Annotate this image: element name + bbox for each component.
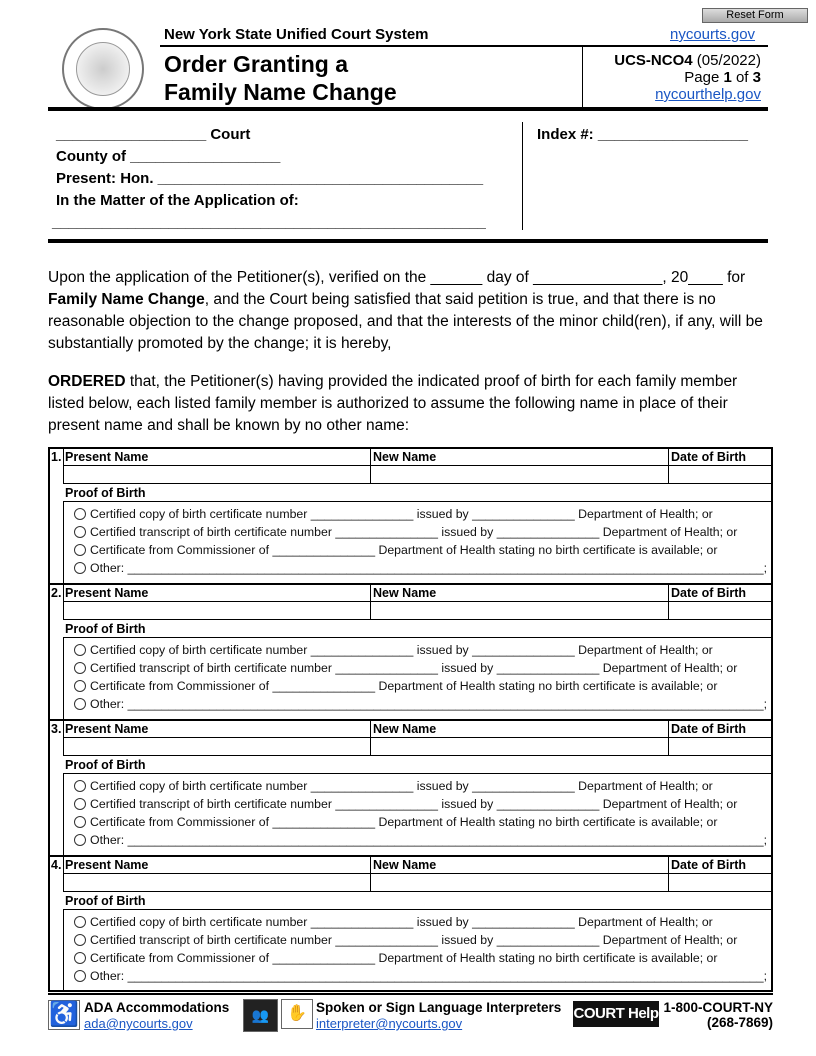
proof-option[interactable]	[74, 543, 717, 557]
proof-option-label: Certified transcript of birth certificate number _______________ issued by _______________ Department of Health; or	[90, 797, 738, 811]
family-member-entry	[48, 447, 773, 583]
proof-option[interactable]	[74, 815, 717, 829]
present-name-input[interactable]	[64, 602, 369, 619]
radio-button[interactable]	[74, 526, 86, 538]
proof-option-label: Certified copy of birth certificate number _______________ issued by _______________ Department of Health; or	[90, 643, 713, 657]
proof-option-label: Other: _____________________________________________________________________________________________;	[90, 833, 768, 847]
radio-button[interactable]	[74, 698, 86, 710]
nycourthelp-link[interactable]: nycourthelp.gov	[655, 86, 761, 103]
present-name-input[interactable]	[64, 874, 369, 891]
matter-label: In the Matter of the Application of:	[56, 192, 299, 209]
divider	[522, 122, 523, 230]
reset-form-button[interactable]: Reset Form	[702, 8, 808, 23]
proof-of-birth-label: Proof of Birth	[65, 894, 146, 908]
entry-number: 2.	[51, 586, 62, 600]
radio-button[interactable]	[74, 834, 86, 846]
form-title	[164, 50, 397, 106]
divider	[48, 239, 768, 243]
proof-option[interactable]	[74, 951, 717, 965]
court-field[interactable]: __________________ Court	[56, 126, 251, 143]
ada-label: ADA Accommodations	[84, 1000, 230, 1015]
dob-header: Date of Birth	[671, 450, 746, 464]
proof-option-label: Certified transcript of birth certificate number _______________ issued by _______________ Department of Health; or	[90, 525, 738, 539]
proof-option[interactable]	[74, 679, 717, 693]
radio-button[interactable]	[74, 780, 86, 792]
dob-input[interactable]	[669, 738, 773, 755]
proof-option-label: Certificate from Commissioner of _______________ Department of Health stating no birth certificate is available; or	[90, 679, 718, 693]
proof-option-label: Certificate from Commissioner of _______________ Department of Health stating no birth certificate is available; or	[90, 815, 718, 829]
new-name-input[interactable]	[371, 738, 667, 755]
new-name-header: New Name	[373, 586, 437, 600]
new-name-header: New Name	[373, 722, 437, 736]
new-name-header: New Name	[373, 450, 437, 464]
proof-option-label: Other: _____________________________________________________________________________________________;	[90, 697, 768, 711]
proof-of-birth-label: Proof of Birth	[65, 486, 146, 500]
divider	[582, 46, 583, 108]
proof-option[interactable]	[74, 507, 713, 521]
radio-button[interactable]	[74, 970, 86, 982]
proof-option-label: Certified transcript of birth certificate number _______________ issued by _______________ Department of Health; or	[90, 661, 738, 675]
radio-button[interactable]	[74, 544, 86, 556]
proof-of-birth-label: Proof of Birth	[65, 622, 146, 636]
present-name-input[interactable]	[64, 738, 369, 755]
radio-button[interactable]	[74, 562, 86, 574]
dob-input[interactable]	[669, 466, 773, 483]
radio-button[interactable]	[74, 508, 86, 520]
entry-number: 4.	[51, 858, 62, 872]
proof-option[interactable]	[74, 661, 737, 675]
radio-button[interactable]	[74, 798, 86, 810]
proof-option[interactable]	[74, 833, 767, 847]
proof-option[interactable]	[74, 643, 713, 657]
page-number: Page 1 of 3	[684, 69, 761, 86]
phone-number: 1-800-COURT-NY (268-7869)	[663, 1000, 773, 1030]
present-name-header: Present Name	[65, 722, 149, 736]
proof-option[interactable]	[74, 915, 713, 929]
divider	[48, 107, 768, 111]
county-field[interactable]: County of __________________	[56, 148, 281, 165]
dob-input[interactable]	[669, 602, 773, 619]
present-name-header: Present Name	[65, 858, 149, 872]
nycourts-link[interactable]: nycourts.gov	[670, 26, 756, 43]
divider	[48, 990, 773, 995]
title-line-1: Order Granting a	[164, 51, 349, 77]
sign-language-icon: ✋	[281, 999, 313, 1029]
proof-option[interactable]	[74, 525, 737, 539]
radio-button[interactable]	[74, 816, 86, 828]
present-name-header: Present Name	[65, 450, 149, 464]
proof-option[interactable]	[74, 779, 713, 793]
divider	[63, 755, 771, 756]
present-name-input[interactable]	[64, 466, 369, 483]
new-name-input[interactable]	[371, 874, 667, 891]
entry-number: 3.	[51, 722, 62, 736]
radio-button[interactable]	[74, 644, 86, 656]
divider	[160, 45, 768, 47]
applicant-field[interactable]: ____________________________________________________	[52, 214, 486, 231]
radio-button[interactable]	[74, 934, 86, 946]
proof-option[interactable]	[74, 697, 767, 711]
proof-option-label: Certified copy of birth certificate number _______________ issued by _______________ Department of Health; or	[90, 507, 713, 521]
family-member-entry	[48, 855, 773, 991]
index-number-field[interactable]: Index #: __________________	[537, 126, 749, 143]
radio-button[interactable]	[74, 680, 86, 692]
proof-option-label: Certificate from Commissioner of _______________ Department of Health stating no birth certificate is available; or	[90, 951, 718, 965]
proof-option[interactable]	[74, 933, 737, 947]
proof-option-label: Certified transcript of birth certificate number _______________ issued by _______________ Department of Health; or	[90, 933, 738, 947]
family-member-entry	[48, 583, 773, 719]
ada-email-link[interactable]: ada@nycourts.gov	[84, 1016, 193, 1031]
proof-option[interactable]	[74, 797, 737, 811]
form-id: UCS-NCO4 (05/2022)	[614, 52, 761, 69]
proof-option-label: Certified copy of birth certificate number _______________ issued by _______________ Department of Health; or	[90, 915, 713, 929]
judge-field[interactable]: Present: Hon. _______________________________________	[56, 170, 484, 187]
new-name-input[interactable]	[371, 602, 667, 619]
proof-option-label: Certificate from Commissioner of _______________ Department of Health stating no birth certificate is available; or	[90, 543, 718, 557]
court-system-name: New York State Unified Court System	[164, 26, 429, 43]
wheelchair-icon: ♿	[49, 1001, 79, 1028]
radio-button[interactable]	[74, 952, 86, 964]
dob-header: Date of Birth	[671, 722, 746, 736]
radio-button[interactable]	[74, 662, 86, 674]
radio-button[interactable]	[74, 916, 86, 928]
dob-input[interactable]	[669, 874, 773, 891]
divider	[63, 619, 771, 620]
divider	[63, 483, 771, 484]
title-line-2: Family Name Change	[164, 79, 397, 105]
interpreter-email-link[interactable]: interpreter@nycourts.gov	[316, 1016, 463, 1031]
proof-of-birth-label: Proof of Birth	[65, 758, 146, 772]
court-help-logo: COURT Help	[573, 1001, 659, 1027]
new-name-input[interactable]	[371, 466, 667, 483]
petition-paragraph: Upon the application of the Petitioner(s), verified on the ______ day of _______________, 20____ for Family Name Change, and the Court being satisfied that said petition is true, and that there is no reasonable objection to the change proposed, and that the interests of the minor child(ren), if any, will be substantially promoted by the change; it is hereby,	[48, 269, 763, 352]
interpreter-label: Spoken or Sign Language Interpreters	[316, 1000, 562, 1015]
entry-number: 1.	[51, 450, 62, 464]
family-member-entry	[48, 719, 773, 855]
new-name-header: New Name	[373, 858, 437, 872]
interpreter-people-icon: 👥	[243, 999, 278, 1032]
ordered-paragraph: ORDERED that, the Petitioner(s) having provided the indicated proof of birth for each family member listed below, each listed family member is authorized to assume the following name in place of their present name and shall be known by no other name:	[48, 373, 738, 434]
proof-option[interactable]	[74, 969, 767, 983]
present-name-header: Present Name	[65, 586, 149, 600]
proof-option-label: Certified copy of birth certificate number _______________ issued by _______________ Department of Health; or	[90, 779, 713, 793]
dob-header: Date of Birth	[671, 858, 746, 872]
dob-header: Date of Birth	[671, 586, 746, 600]
divider	[63, 891, 771, 892]
proof-option-label: Other: _____________________________________________________________________________________________;	[90, 561, 768, 575]
proof-option[interactable]	[74, 561, 767, 575]
proof-option-label: Other: _____________________________________________________________________________________________;	[90, 969, 768, 983]
court-seal-logo	[62, 28, 144, 110]
